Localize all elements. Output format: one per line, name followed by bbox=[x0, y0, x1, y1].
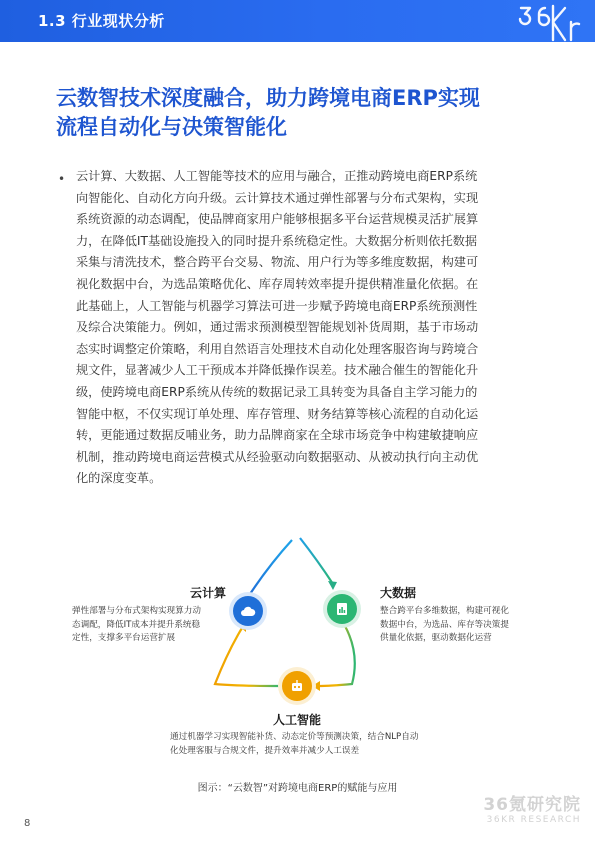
cloud-desc-line: 弹性部署与分布式架构实现算力动 bbox=[72, 606, 201, 616]
arrow-bigdata-to-ai bbox=[318, 626, 355, 686]
paragraph-line: 智能中枢，不仅实现订单处理、库存管理、财务结算等核心流程的自动化运 bbox=[76, 406, 479, 421]
page-number: 8 bbox=[24, 818, 31, 829]
brand-cn: 36氪研究院 bbox=[483, 795, 581, 815]
paragraph-line: 力，在降低IT基础设施投入的同时提升系统稳定性。大数据分析则依托数据 bbox=[76, 233, 478, 248]
arrow-ai-to-cloud bbox=[215, 628, 280, 686]
header-bar bbox=[0, 0, 595, 42]
paragraph-line: 向智能化、自动化方向升级。云计算技术通过弹性部署与分布式架构，实现 bbox=[76, 190, 479, 205]
ai-description bbox=[170, 731, 418, 758]
ai-node bbox=[282, 671, 312, 701]
cloud-icon bbox=[240, 605, 256, 617]
paragraph-line: 态实时调整定价策略，利用自然语言处理技术自动化处理客服咨询与跨境合 bbox=[76, 341, 479, 356]
paragraph-line: 此基础上，人工智能与机器学习算法可进一步赋予跨境电商ERP系统预测性 bbox=[76, 298, 478, 313]
paragraph-line: 云计算、大数据、人工智能等技术的应用与融合，正推动跨境电商ERP系统 bbox=[76, 169, 478, 183]
footer-brand-logo bbox=[483, 790, 581, 825]
paragraph-line: 视化数据中台，为选品策略优化、库存周转效率提升提供精准量化依据。在 bbox=[76, 276, 479, 291]
main-title bbox=[56, 84, 556, 142]
bigdata-title: 大数据 bbox=[380, 586, 417, 600]
arrowhead-bigdata bbox=[328, 581, 337, 590]
robot-icon bbox=[290, 679, 304, 693]
cloud-desc-line: 定性，支撑多平台运营扩展 bbox=[72, 633, 176, 643]
ai-title: 人工智能 bbox=[273, 713, 322, 727]
section-title: 1.3 行业现状分析 bbox=[38, 12, 165, 30]
36kr-logo bbox=[517, 0, 581, 42]
bigdata-desc-line: 整合跨平台多维数据，构建可视化 bbox=[380, 606, 509, 616]
bigdata-desc-line: 供量化依据，驱动数据化运营 bbox=[380, 633, 492, 643]
ai-desc-line: 化处理客服与合规文件，提升效率并减少人工误差 bbox=[170, 745, 360, 756]
document-chart-icon bbox=[336, 602, 348, 616]
paragraph-line: 化的深度变革。 bbox=[76, 471, 162, 486]
main-title-line-2: 流程自动化与决策智能化 bbox=[56, 115, 287, 139]
bigdata-node bbox=[327, 594, 357, 624]
bigdata-description bbox=[380, 605, 509, 646]
body-paragraph bbox=[76, 166, 552, 490]
paragraph-line: 及综合决策能力。例如，通过需求预测模型智能规划补货周期，基于市场动 bbox=[76, 320, 479, 335]
arrowhead-ai bbox=[312, 681, 320, 691]
cloud-node bbox=[233, 596, 263, 626]
brand-en: 36KR RESEARCH bbox=[486, 815, 581, 825]
cloud-description bbox=[72, 605, 201, 646]
arrow-cloud-to-apex bbox=[250, 540, 292, 594]
cloud-desc-line: 态调配，降低IT成本并提升系统稳 bbox=[72, 619, 201, 630]
paragraph-line: 采集与清洗技术，整合跨平台交易、物流、用户行为等多维度数据，构建可 bbox=[76, 255, 479, 270]
paragraph-line: 级，使跨境电商ERP系统从传统的数据记录工具转变为具备自主学习能力的 bbox=[76, 384, 478, 399]
cloud-data-ai-diagram bbox=[0, 536, 595, 776]
paragraph-line: 系统资源的动态调配，使品牌商家用户能够根据多平台运营规模灵活扩展算 bbox=[76, 212, 479, 227]
paragraph-line: 转，更能通过数据反哺业务，助力品牌商家在全球市场竞争中构建敏捷响应 bbox=[76, 428, 479, 443]
main-title-line-1: 云数智技术深度融合，助力跨境电商ERP实现 bbox=[56, 86, 480, 110]
cloud-title: 云计算 bbox=[190, 586, 227, 600]
arrow-apex-to-bigdata bbox=[300, 538, 333, 584]
paragraph-line: 机制，推动跨境电商运营模式从经验驱动向数据驱动、从被动执行向主动优 bbox=[76, 449, 479, 464]
figure-caption: 图示：“云数智”对跨境电商ERP的赋能与应用 bbox=[197, 783, 398, 794]
ai-desc-line: 通过机器学习实现智能补货、动态定价等预测决策，结合NLP自动 bbox=[170, 732, 419, 742]
bigdata-desc-line: 数据中台，为选品、库存等决策提 bbox=[380, 619, 509, 630]
bullet-marker: • bbox=[58, 172, 66, 186]
paragraph-line: 规文件，显著减少人工干预成本并降低操作误差。技术融合催生的智能化升 bbox=[76, 363, 479, 378]
